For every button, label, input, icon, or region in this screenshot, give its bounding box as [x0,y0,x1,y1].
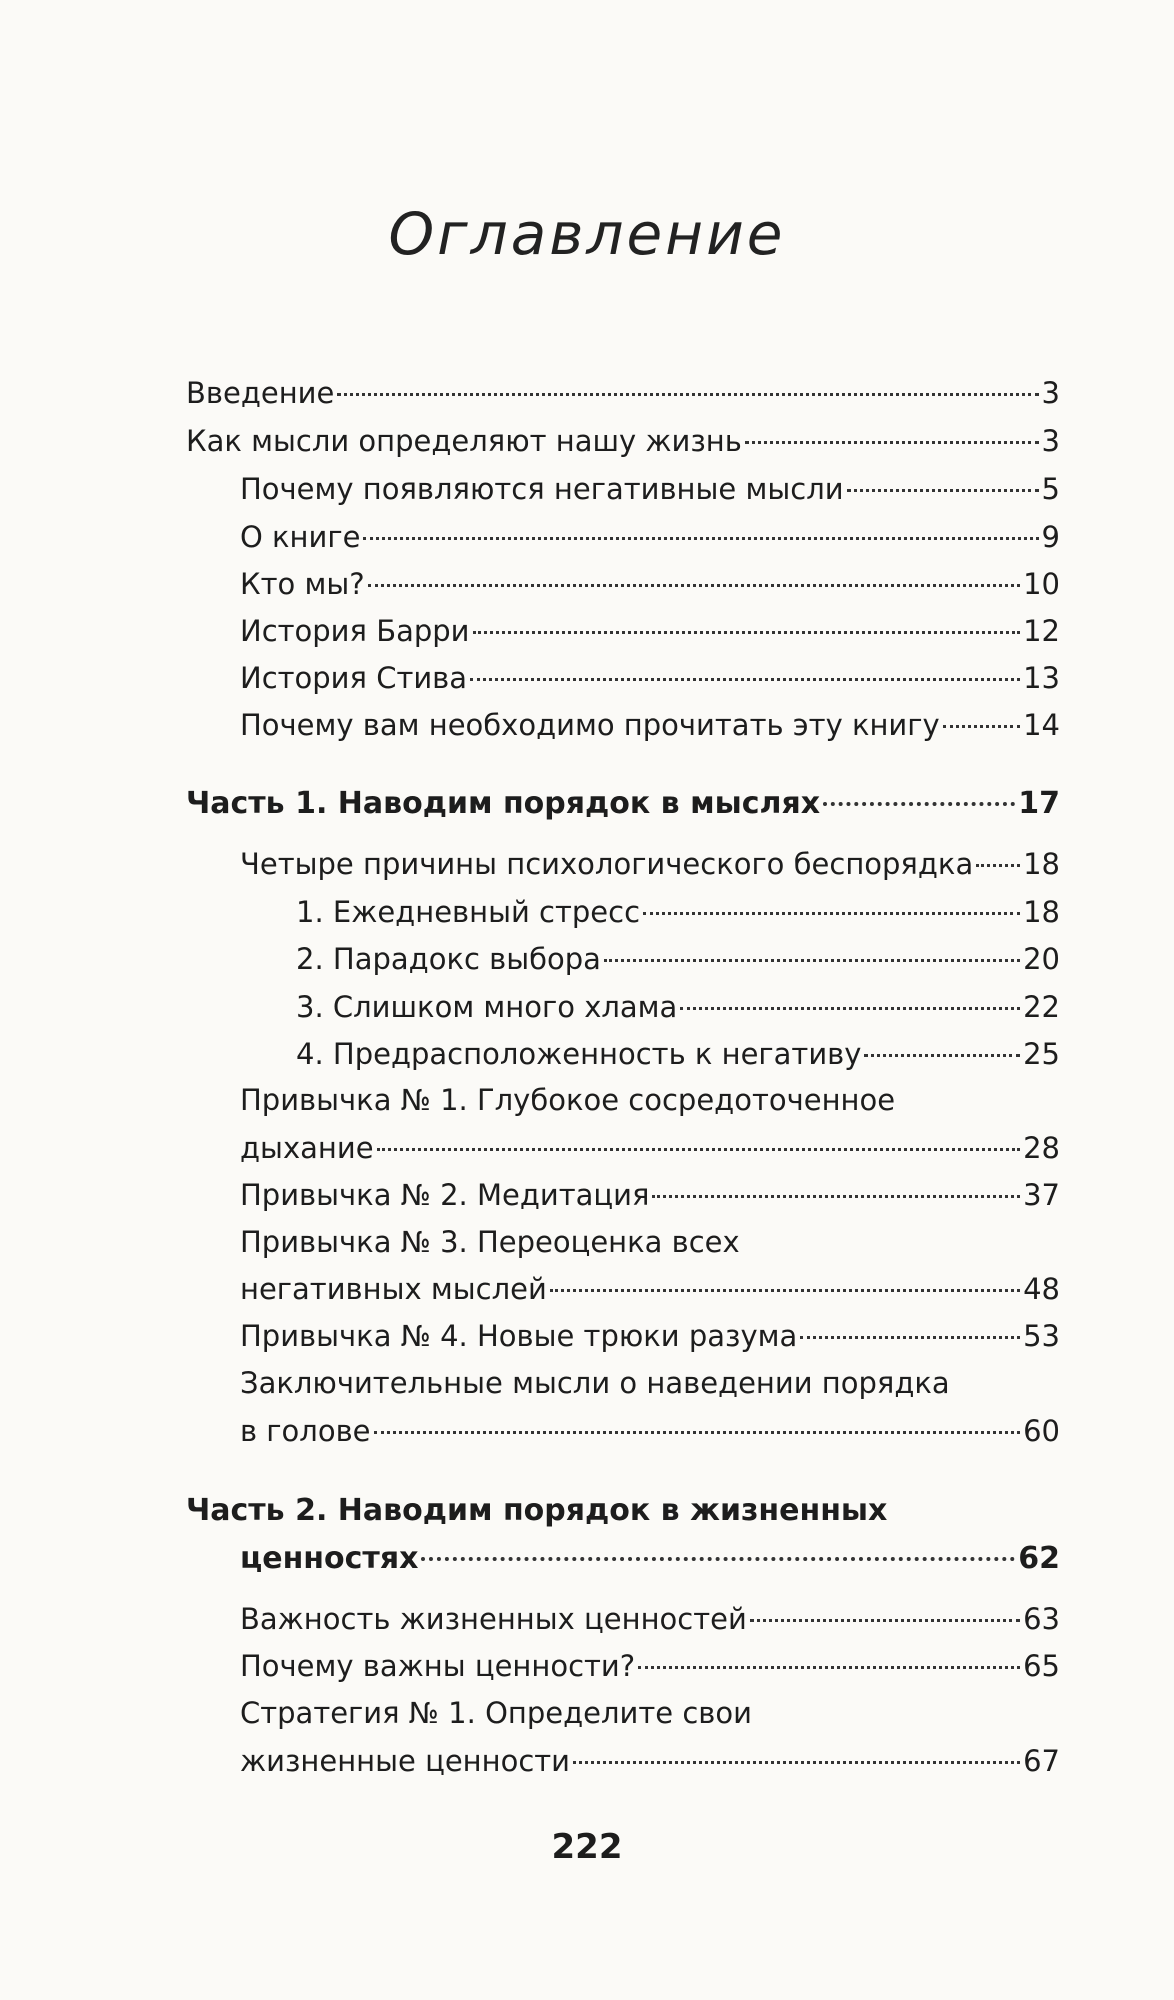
toc-entry-title[interactable]: Привычка № 3. Переоценка всех [240,1225,740,1259]
toc-entry-title: Часть 1. Наводим порядок в мыслях [186,786,821,821]
toc-part-heading[interactable] [240,1538,1060,1580]
toc-entry-page: 60 [1023,1414,1060,1448]
leader-dots [680,1007,1020,1010]
toc-entry-title: Четыре причины психологического беспорядка [240,847,974,881]
toc-entry-title[interactable]: Стратегия № 1. Определите свои [240,1696,752,1730]
toc-entry[interactable] [240,843,1060,885]
toc-entry[interactable] [240,1410,1060,1452]
toc-entry-page: 28 [1023,1131,1060,1165]
toc-entry-title: 2. Парадокс выбора [296,942,601,976]
toc-entry[interactable] [296,986,1060,1028]
leader-dots [800,1336,1020,1339]
toc-entry-page: 14 [1023,708,1060,742]
toc-entry-page: 20 [1023,942,1060,976]
toc-entry[interactable] [240,468,1060,510]
toc-entry-page: 13 [1023,661,1060,695]
toc-entry-page: 18 [1023,895,1060,929]
leader-dots [643,912,1020,915]
toc-entry-title: История Барри [240,614,470,648]
toc-entry-title[interactable]: Привычка № 1. Глубокое сосредоточенное [240,1083,896,1117]
leader-dots [652,1195,1020,1198]
leader-dots [638,1666,1020,1669]
leader-dots [337,393,1038,396]
leader-dots [374,1431,1021,1434]
toc-part-heading[interactable] [186,783,1060,825]
toc-entry-title-cont: негативных мыслей [240,1272,547,1306]
toc-entry-title: Привычка № 2. Медитация [240,1178,650,1212]
toc-entry-title: Как мысли определяют нашу жизнь [186,424,742,458]
toc-entry-title-cont: ценностях [240,1541,419,1576]
toc-entry[interactable] [240,1598,1060,1640]
toc-entry[interactable] [240,516,1060,558]
toc-entry[interactable] [240,1740,1060,1782]
toc-entry-title: Важность жизненных ценностей [240,1602,747,1636]
leader-dots [421,1557,1015,1561]
toc-entry-page: 9 [1041,520,1060,554]
leader-dots [550,1289,1020,1292]
toc-entry-page: 67 [1023,1744,1060,1778]
toc-entry[interactable] [240,563,1060,605]
toc-entry-page: 3 [1041,376,1060,410]
toc-entry-page: 18 [1023,847,1060,881]
toc-part-heading[interactable]: Часть 2. Наводим порядок в жизненных [186,1493,888,1528]
toc-entry-title: Почему вам необходимо прочитать эту книгу [240,708,940,742]
page-title: Оглавление [388,200,786,268]
toc-entry-page: 5 [1041,472,1060,506]
page-number: 222 [551,1827,623,1867]
toc-entry-page: 3 [1041,424,1060,458]
toc-entry-title: История Стива [240,661,468,695]
toc-entry[interactable] [240,1174,1060,1216]
leader-dots [823,802,1015,806]
leader-dots [363,537,1038,540]
toc-entry[interactable] [240,1127,1060,1169]
toc-entry-page: 17 [1018,786,1060,821]
toc-entry-page: 65 [1023,1649,1060,1683]
toc-entry-title: Почему появляются негативные мысли [240,472,844,506]
toc-entry-title: 4. Предрасположенность к негативу [296,1037,862,1071]
leader-dots [847,489,1039,492]
toc-entry-title-cont: в голове [240,1414,371,1448]
toc-entry-page: 22 [1023,990,1060,1024]
toc-entry-page: 37 [1023,1178,1060,1212]
toc-entry-title: Почему важны ценности? [240,1649,636,1683]
toc-entry-page: 12 [1023,614,1060,648]
leader-dots [368,584,1020,587]
toc-entry[interactable] [240,657,1060,699]
toc-entry[interactable] [240,610,1060,652]
toc-entry[interactable] [296,1033,1060,1075]
toc-entry[interactable] [296,891,1060,933]
leader-dots [943,725,1020,728]
toc-entry-title-cont: жизненные ценности [240,1744,571,1778]
leader-dots [750,1619,1020,1622]
toc-entry-title: Привычка № 4. Новые трюки разума [240,1319,798,1353]
toc-entry-title-cont: дыхание [240,1131,374,1165]
toc-entry[interactable] [240,704,1060,746]
toc-entry[interactable] [296,938,1060,980]
leader-dots [573,1761,1020,1764]
toc-entry-page: 62 [1018,1541,1060,1576]
toc-entry-page: 63 [1023,1602,1060,1636]
leader-dots [976,864,1020,867]
toc-entry-page: 53 [1023,1319,1060,1353]
leader-dots [473,631,1021,634]
leader-dots [604,959,1020,962]
toc-entry-title: 3. Слишком много хлама [296,990,678,1024]
toc-entry-title: Кто мы? [240,567,365,601]
toc-entry[interactable] [240,1645,1060,1687]
toc-entry-title: 1. Ежедневный стресс [296,895,641,929]
toc-entry-page: 10 [1023,567,1060,601]
toc-entry[interactable] [240,1268,1060,1310]
toc-entry-title: Введение [186,376,335,410]
leader-dots [864,1054,1020,1057]
toc-entry-page: 48 [1023,1272,1060,1306]
leader-dots [745,441,1039,444]
toc-entry-page: 25 [1023,1037,1060,1071]
toc-entry[interactable] [186,420,1060,462]
toc-entry[interactable] [186,372,1060,414]
leader-dots [377,1148,1021,1151]
toc-entry-title: О книге [240,520,361,554]
leader-dots [470,678,1020,681]
toc-entry[interactable] [240,1315,1060,1357]
toc-entry-title[interactable]: Заключительные мысли о наведении порядка [240,1366,950,1400]
